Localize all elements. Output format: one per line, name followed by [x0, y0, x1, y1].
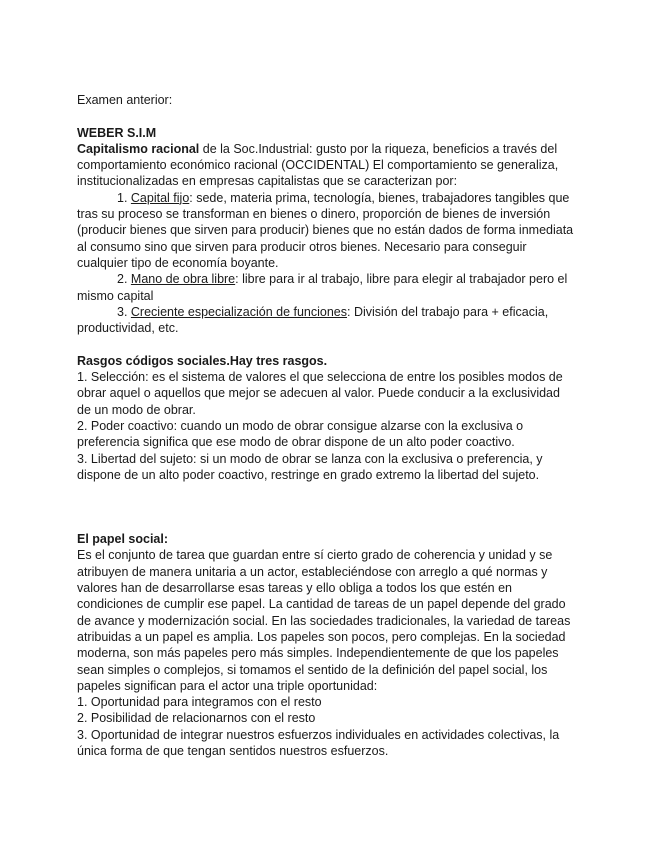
- document-page: [77, 92, 577, 759]
- papel-item-1: 1. Oportunidad para integramos con el resto: [77, 695, 322, 710]
- weber-item-2-term: Mano de obra libre: [130, 272, 236, 287]
- weber-item-2: 2. Mano de obra libre: libre para ir al trabajo, libre para elegir al trabajador pero el mismo capital: [77, 272, 568, 303]
- papel-item-3: 3. Oportunidad de integrar nuestros esfuerzos individuales en actividades colectivas, la única forma de que tengan sentidos nuestros esfuerzos.: [77, 727, 560, 758]
- weber-title: WEBER S.I.M: [77, 125, 157, 140]
- capitalismo-paragraph: [77, 141, 577, 190]
- papel-title: El papel social:: [77, 532, 169, 547]
- rasgos-item-3: 3. Libertad del sujeto: si un modo de obrar se lanza con la exclusiva o preferencia, y dispone de un alto poder coactivo, restringe en grado extremo la libertad del sujeto.: [77, 451, 543, 482]
- papel-body: Es el conjunto de tarea que guardan entre sí cierto grado de coherencia y unidad y se atribuyen de manera unitaria a un actor, estableciéndose con arreglo a qué normas y valores han de desarrollarse esas tareas y ello obliga a todos los que estén en condiciones de cumplir ese papel. La cantidad de tareas de un papel depende del grado de avance y modernización social. En las sociedades tradicionales, la variedad de tareas atribuidas a un papel es amplia. Los papeles son pocos, pero complejas. En la sociedad moderna, son más papeles pero más simples. Independientemente de que los papeles sean simples o complejos, si tomamos el sentido de la definición del papel social, los papeles significan para el actor una triple oportunidad:: [77, 548, 571, 693]
- capitalismo-term: Capitalismo racional: [77, 141, 200, 156]
- weber-item-3-term: Creciente especialización de funciones: [130, 304, 348, 319]
- weber-item-3: 3. Creciente especialización de funciones: División del trabajo para + eficacia, productividad, etc.: [77, 304, 549, 336]
- weber-item-1: 1. Capital fijo: sede, materia prima, tecnología, bienes, trabajadores tangibles que tras su proceso se transforman en bienes o dinero, proporción de bienes de inversión (producir bienes que sirven para producir) bienes que no están dados de forma inmediata al consumo sino que sirven para producir otros bienes. Necesario para conseguir cualquier tipo de economía boyante.: [77, 190, 574, 270]
- papel-item-2: 2. Posibilidad de relacionarnos con el resto: [77, 711, 316, 726]
- capitalismo-text: de la Soc.Industrial: gusto por la riqueza, beneficios a través del comportamiento económico racional (OCCIDENTAL) El comportamiento se generaliza, institucionalizadas en empresas capitalistas que se caracterizan por:: [77, 141, 559, 189]
- rasgos-item-1: 1. Selección: es el sistema de valores el que selecciona de entre los posibles modos de obrar aquel o aquellos que mejor se adecuen al valor. Puede conducir a la exclusividad de un modo de obrar.: [77, 370, 563, 417]
- heading-previous-exam: Examen anterior:: [77, 93, 173, 107]
- weber-item-1-term: Capital fijo: [130, 190, 190, 205]
- rasgos-item-2: 2. Poder coactivo: cuando un modo de obrar consigue alzarse con la exclusiva o preferencia significa que ese modo de obrar dispone de un alto poder coactivo.: [77, 418, 524, 450]
- rasgos-title: Rasgos códigos sociales.Hay tres rasgos.: [77, 353, 328, 368]
